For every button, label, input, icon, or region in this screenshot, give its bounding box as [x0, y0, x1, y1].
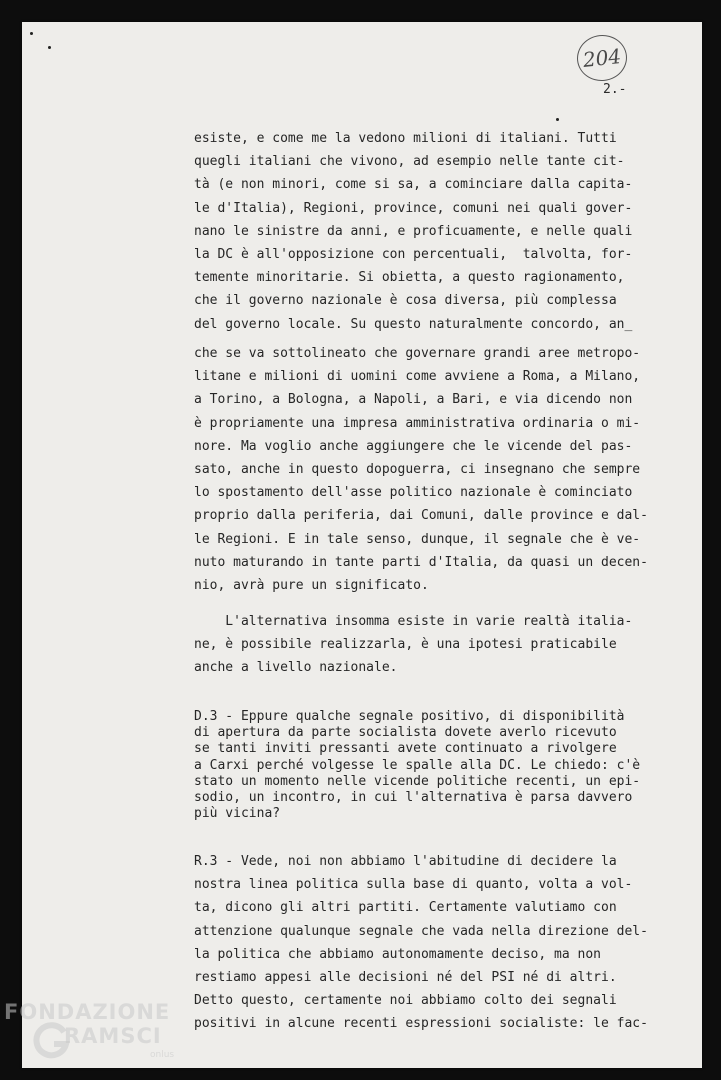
text-line: positivi in alcune recenti espressioni socialiste: le fac-: [194, 1016, 648, 1032]
paragraph-answer: [194, 850, 648, 1036]
text-line: R.3 - Vede, noi non abbiamo l'abitudine di decidere la: [194, 854, 617, 869]
paragraph-question: [194, 709, 640, 822]
document-page: [22, 22, 702, 1068]
text-line: nostra linea politica sulla base di quanto, volta a vol-: [194, 877, 633, 893]
text-line: sato, anche in questo dopoguerra, ci insegnano che sempre: [194, 462, 641, 478]
text-line: nio, avrà pure un significato.: [194, 578, 429, 594]
text-line: che il governo nazionale è cosa diversa, più complessa: [194, 293, 617, 309]
text-line: proprio dalla periferia, dai Comuni, dalle province e dal-: [194, 508, 648, 524]
page-number: 2.-: [603, 82, 627, 97]
text-line: anche a livello nazionale.: [194, 660, 398, 676]
watermark-line1: FONDAZIONE: [4, 1000, 171, 1024]
archive-stamp-number: 204: [581, 44, 623, 72]
archive-stamp: [575, 33, 630, 84]
ink-speck: [30, 32, 33, 35]
text-line: più vicina?: [194, 806, 281, 822]
text-line: stato un momento nelle vicende politiche recenti, un epi-: [194, 773, 641, 789]
paragraph: [194, 610, 632, 680]
text-line: nano le sinistre da anni, e proficuamente, e nelle quali: [194, 223, 633, 239]
text-line: sodio, un incontro, in cui l'alternativa è parsa davvero: [194, 790, 633, 806]
text-line: ne, è possibile realizzarla, è una ipotesi praticabile: [194, 637, 617, 653]
text-line: lo spostamento dell'asse politico nazionale è cominciato: [194, 485, 633, 501]
text-line: attenzione qualunque segnale che vada nella direzione del-: [194, 923, 648, 939]
text-line: a Carxi perché volgesse le spalle alla DC. Le chiedo: c'è: [194, 757, 641, 773]
text-line: ta, dicono gli altri partiti. Certamente valutiamo con: [194, 900, 617, 916]
text-line: nore. Ma voglio anche aggiungere che le vicende del pas-: [194, 438, 633, 454]
watermark-line3: onlus: [150, 1050, 175, 1060]
text-line: le d'Italia), Regioni, province, comuni nei quali gover-: [194, 200, 633, 216]
ink-speck: [556, 118, 559, 121]
text-line: le Regioni. E in tale senso, dunque, il segnale che è ve-: [194, 531, 641, 547]
paragraph: [194, 127, 632, 336]
text-line: di apertura da parte socialista dovete averlo ricevuto: [194, 725, 617, 741]
text-line: che se va sottolineato che governare grandi aree metropo-: [194, 346, 641, 361]
ink-speck: [48, 46, 51, 49]
text-line: Detto questo, certamente noi abbiamo colto dei segnali: [194, 993, 617, 1009]
watermark-line2: RAMSCI: [64, 1024, 162, 1048]
paragraph: [194, 342, 648, 597]
text-line: quegli italiani che vivono, ad esempio nelle tante cit-: [194, 154, 625, 170]
text-line: la DC è all'opposizione con percentuali, talvolta, for-: [194, 247, 633, 263]
text-line: L'alternativa insomma esiste in varie realtà italia-: [194, 614, 633, 629]
text-line: se tanti inviti pressanti avete continuato a rivolgere: [194, 741, 617, 757]
text-line: nuto maturando in tante parti d'Italia, da quasi un decen-: [194, 554, 648, 570]
text-line: del governo locale. Su questo naturalmente concordo, an_: [194, 316, 633, 332]
text-line: la politica che abbiamo autonomamente deciso, ma non: [194, 946, 601, 962]
text-line: tà (e non minori, come si sa, a cominciare dalla capita-: [194, 177, 633, 193]
text-line: litane e milioni di uomini come avviene a Roma, a Milano,: [194, 369, 641, 385]
text-line: D.3 - Eppure qualche segnale positivo, di disponibilità: [194, 709, 625, 724]
text-line: temente minoritarie. Si obietta, a questo ragionamento,: [194, 270, 625, 286]
text-line: è propriamente una impresa amministrativa ordinaria o mi-: [194, 415, 641, 431]
text-line: restiamo appesi alle decisioni né del PSI né di altri.: [194, 970, 617, 986]
text-line: a Torino, a Bologna, a Napoli, a Bari, e via dicendo non: [194, 392, 633, 408]
text-line: esiste, e come me la vedono milioni di italiani. Tutti: [194, 131, 617, 146]
